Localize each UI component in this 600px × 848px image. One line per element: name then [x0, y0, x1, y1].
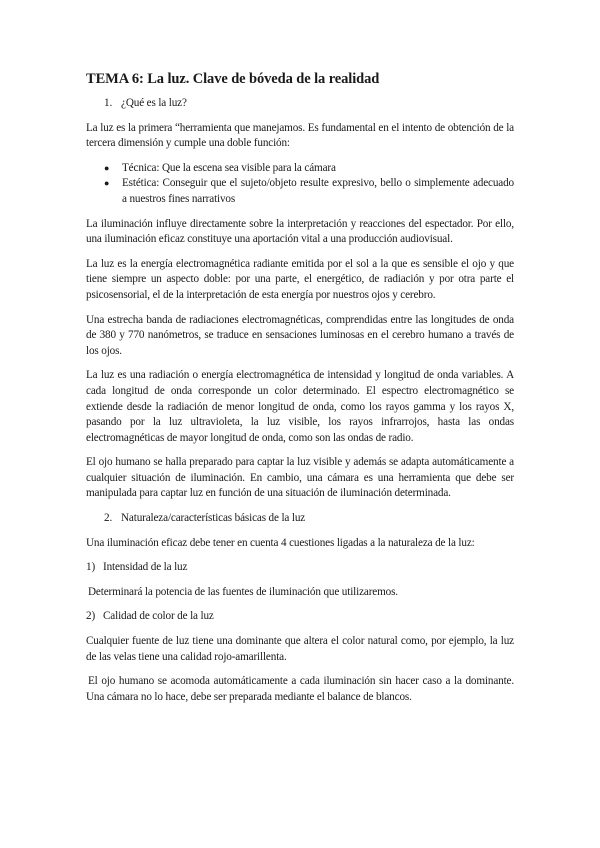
- list-item-text: Técnica: Que la escena sea visible para la cámara: [122, 161, 336, 174]
- paragraph: Determinará la potencia de las fuentes de iluminación que utilizaremos.: [88, 585, 398, 598]
- section-number: 1.: [104, 97, 113, 109]
- item-number: 2): [86, 610, 96, 623]
- paragraph: Una estrecha banda de radiaciones electromagnéticas, comprendidas entre las longitudes de onda de 380 y 770 nanómetros, se traduce en sensaciones luminosas en el cerebro humano a través de los ojos.: [86, 313, 514, 357]
- section-heading-2: [86, 511, 514, 527]
- section-label: ¿Qué es la luz?: [121, 97, 187, 109]
- list-item-text: Estética: Conseguir que el sujeto/objeto resulte expresivo, bello o simplemente adecuado a nuestros fines narrativos: [122, 177, 514, 205]
- document-body: [86, 70, 514, 714]
- section-number: 2.: [104, 512, 113, 525]
- paragraph: El ojo humano se halla preparado para captar la luz visible y además se adapta automáticamente a cualquier situación de iluminación. En cambio, una cámara es una herramienta que debe ser manipulada para captar luz en función de una situación de iluminación determinada.: [86, 456, 514, 500]
- item-label: Calidad de color de la luz: [103, 610, 214, 623]
- paragraph: La luz es la energía electromagnética radiante emitida por el sol a la que es sensible el ojo y que tiene siempre un aspecto doble: por una parte, el energético, de radiación y por otra parte el psicosensorial, el de la interpretación de esta energía por nuestros ojos y cerebro.: [86, 257, 514, 301]
- subsection-heading-1: [86, 560, 514, 576]
- paragraph: El ojo humano se acomoda automáticamente a cada iluminación sin hacer caso a la dominante. Una cámara no lo hace, debe ser preparada mediante el balance de blancos.: [86, 675, 514, 703]
- bullet-list: [86, 161, 514, 208]
- bullet-icon: ●: [104, 162, 110, 173]
- section-heading-1: [86, 96, 514, 112]
- paragraph: Una iluminación eficaz debe tener en cuenta 4 cuestiones ligadas a la naturaleza de la luz:: [86, 536, 475, 549]
- item-label: Intensidad de la luz: [103, 561, 188, 574]
- item-number: 1): [86, 561, 96, 574]
- section-label: Naturaleza/características básicas de la luz: [121, 512, 306, 525]
- list-item: [86, 176, 514, 207]
- paragraph: La luz es una radiación o energía electromagnética de intensidad y longitud de onda variables. A cada longitud de onda corresponde un color determinado. El espectro electromagnético se extiende desde la radiación de menor longitud de onda, como los rayos gamma y los rayos X, pasando por la luz ultravioleta, la luz visible, los rayos infrarrojos, hasta las ondas electromagnéticas de mayor longitud de onda, como son las ondas de radio.: [86, 369, 514, 444]
- paragraph: Cualquier fuente de luz tiene una dominante que altera el color natural como, por ejemplo, la luz de las velas tiene una calidad rojo-amarillenta.: [86, 635, 514, 663]
- subsection-heading-2: [86, 609, 514, 625]
- paragraph: La luz es la primera “herramienta que manejamos. Es fundamental en el intento de obtención de la tercera dimensión y cumple una doble función:: [86, 121, 514, 150]
- bullet-icon: ●: [104, 178, 110, 189]
- document-title: TEMA 6: La luz. Clave de bóveda de la realidad: [86, 71, 380, 87]
- paragraph: La iluminación influye directamente sobre la interpretación y reacciones del espectador. Por ello, una iluminación eficaz constituye una aportación vital a una producción audiovisual.: [86, 217, 514, 246]
- list-item: [86, 161, 514, 177]
